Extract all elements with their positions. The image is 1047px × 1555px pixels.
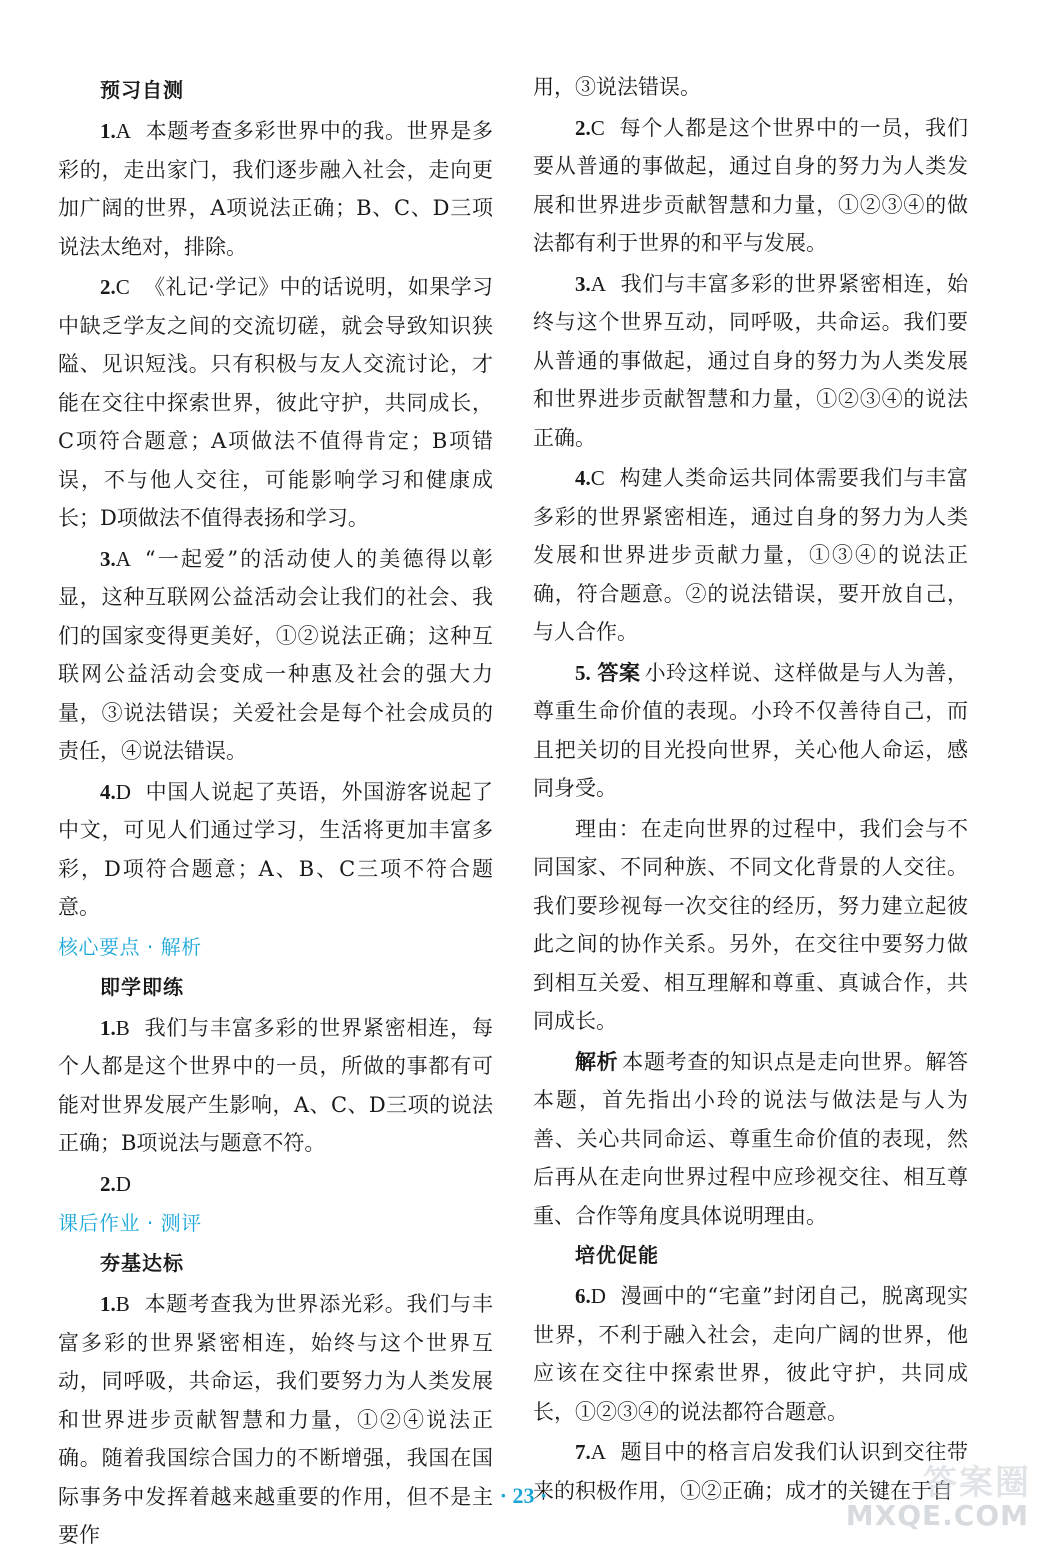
answer-item (533, 109, 968, 263)
answer-label: 答案 (596, 660, 641, 685)
item-number: 5. (575, 660, 591, 685)
analysis-item (533, 1043, 968, 1236)
watermark-url: MXQE.COM (845, 1499, 1029, 1532)
item-number: 4. (575, 466, 591, 490)
item-answer: C (115, 275, 130, 299)
answer-item (58, 1165, 493, 1204)
answer-item (58, 773, 493, 927)
heading-advance: 培优促能 (575, 1243, 659, 1267)
item-number: 2. (100, 275, 116, 299)
heading-practice: 即学即练 (100, 974, 184, 999)
item-text: 漫画中的“宅童”封闭自己，脱离现实世界，不利于融入社会，走向广阔的世界，他应该在交往中探索世界，彼此守护，共同成长，①②③④的说法都符合题意。 (533, 1284, 968, 1424)
item-text: 中国人说起了英语，外国游客说起了中文，可见人们通过学习，生活将更加丰富多彩，D项符合题意；A、B、C三项不符合题意。 (58, 779, 493, 919)
answer-item (533, 1277, 968, 1431)
answer-item (533, 265, 968, 458)
analysis-text: 本题考查的知识点是走向世界。解答本题，首先指出小玲的说法与做法是与人为善、关心共同命运、尊重生命价值的表现，然后再从在走向世界过程中应珍视交往、相互尊重、合作等角度具体说明理由。 (533, 1049, 969, 1228)
item-number: 3. (575, 271, 591, 296)
item-text: 小玲这样说、这样做是与人为善，尊重生命价值的表现。小玲不仅善待自己，而且把关切的目光投向世界，关心他人命运，感同身受。 (533, 660, 969, 800)
reason-text: 理由：在走向世界的过程中，我们会与不同国家、不同种族、不同文化背景的人交往。我们要珍视每一次交往的经历，努力建立起彼此之间的协作关系。另外，在交往中要努力做到相互关爱、相互理解和尊重、真诚合作，共同成长。 (533, 816, 968, 1033)
section-homework: 课后作业 · 测评 (58, 1211, 202, 1235)
item-answer: A (590, 271, 606, 296)
heading-preview: 预习自测 (100, 78, 184, 102)
item-number: 3. (100, 546, 116, 571)
item-answer: B (115, 1015, 130, 1040)
item-answer: A (115, 546, 131, 571)
item-number: 4. (100, 779, 116, 804)
answer-item (533, 459, 968, 652)
item-answer: C (590, 466, 605, 490)
item-number: 2. (100, 1171, 116, 1196)
answer-item (58, 268, 493, 538)
item-number: 1. (100, 1015, 116, 1040)
answer-item (533, 654, 968, 808)
item-answer: B (115, 1292, 130, 1316)
left-column (58, 70, 493, 1555)
heading-basic: 夯基达标 (100, 1251, 184, 1275)
analysis-label: 解析 (575, 1049, 619, 1074)
item-answer: C (590, 115, 605, 140)
answer-item (58, 112, 493, 266)
right-column (533, 68, 968, 1510)
item-text: 题目中的格言启发我们认识到交往带来的积极作用，①②正确；成才的关键在于自 (533, 1440, 968, 1503)
answer-item (58, 1285, 493, 1555)
item-text: “一起爱”的活动使人的美德得以彰显，这种互联网公益活动会让我们的社会、我们的国家变得更美好，①②说法正确；这种互联网公益活动会变成一种惠及社会的强大力量，③说法错误；关爱社会是每个社会成员的责任，④说法错误。 (58, 546, 493, 763)
item-number: 6. (575, 1284, 591, 1308)
continued-text: 用，③说法错误。 (533, 75, 701, 99)
item-number: 1. (100, 1292, 116, 1316)
page-number: · 23 · (499, 1483, 548, 1508)
answer-item (58, 540, 493, 771)
item-answer: D (115, 779, 131, 804)
item-number: 7. (575, 1440, 591, 1464)
item-text: 本题考查我为世界添光彩。我们与丰富多彩的世界紧密相连，始终与这个世界互动，同呼吸，共命运，我们要努力为人类发展和世界进步贡献智慧和力量，①②④说法正确。随着我国综合国力的不断增强，我国在国际事务中发挥着越来越重要的作用，但不是主要作 (58, 1292, 493, 1547)
item-answer: A (590, 1440, 606, 1464)
item-text: 构建人类命运共同体需要我们与丰富多彩的世界紧密相连，通过自身的努力为人类发展和世界进步贡献力量，①③④的说法正确，符合题意。②的说法错误，要开放自己，与人合作。 (533, 466, 968, 644)
item-text: 本题考查多彩世界中的我。世界是多彩的，走出家门，我们逐步融入社会，走向更加广阔的世界，A项说法正确；B、C、D三项说法太绝对，排除。 (58, 119, 493, 259)
item-answer: D (115, 1171, 131, 1196)
item-text: 每个人都是这个世界中的一员，我们要从普通的事做起，通过自身的努力为人类发展和世界进步贡献智慧和力量，①②③④的做法都有利于世界的和平与发展。 (533, 115, 968, 255)
watermark (845, 1455, 1031, 1535)
item-number: 2. (575, 115, 591, 140)
item-number: 1. (100, 119, 116, 143)
item-text: 我们与丰富多彩的世界紧密相连，始终与这个世界互动，同呼吸，共命运。我们要从普通的事做起，通过自身的努力为人类发展和世界进步贡献智慧和力量，①②③④的说法正确。 (533, 271, 968, 450)
section-core: 核心要点 · 解析 (58, 934, 202, 959)
item-text: 我们与丰富多彩的世界紧密相连，每个人都是这个世界中的一员，所做的事都有可能对世界发展产生影响，A、C、D三项的说法正确；B项说法与题意不符。 (58, 1015, 493, 1155)
item-answer: A (115, 119, 131, 143)
answer-item (58, 1009, 493, 1163)
item-answer: D (590, 1284, 606, 1308)
item-text: 《礼记·学记》中的话说明，如果学习中缺乏学友之间的交流切磋，就会导致知识狭隘、见识短浅。只有积极与友人交流讨论，才能在交往中探索世界，彼此守护，共同成长，C项符合题意；A项做法不值得肯定；B项错误，不与他人交往，可能影响学习和健康成长；D项做法不值得表扬和学习。 (58, 275, 493, 530)
watermark-logo-text: 答案圈 (923, 1463, 1031, 1503)
